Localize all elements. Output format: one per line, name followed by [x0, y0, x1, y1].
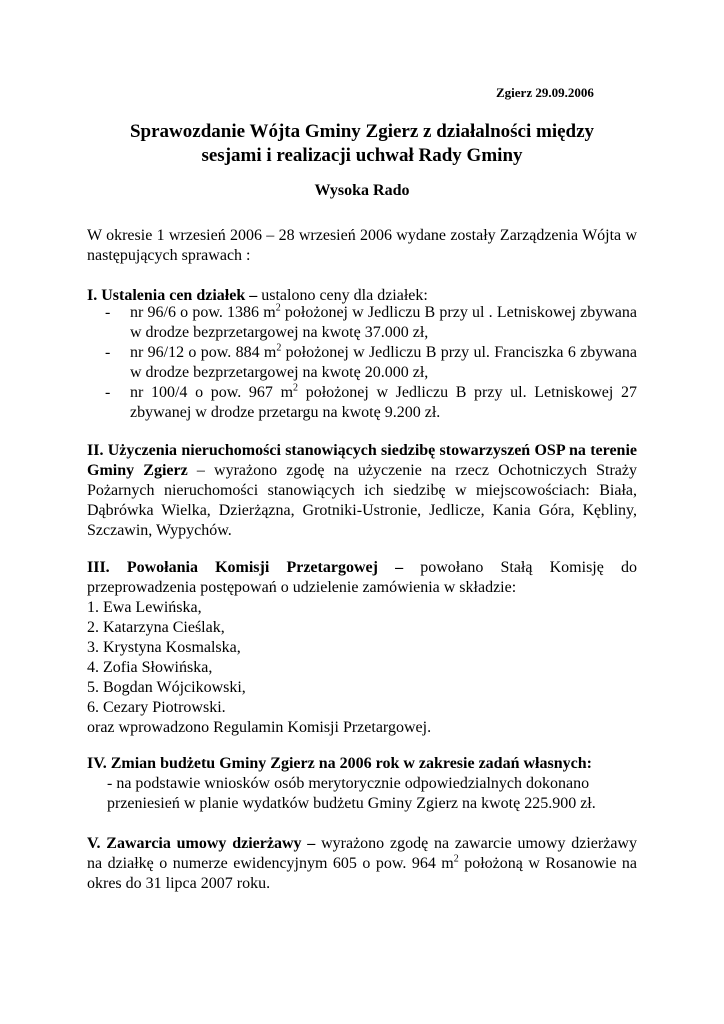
- list-item: 4. Zofia Słowińska,: [87, 659, 213, 676]
- title-line-2: sesjami i realizacji uchwał Rady Gminy: [201, 145, 523, 166]
- section-3-heading: III. Powołania Komisji Przetargowej –: [87, 559, 404, 576]
- section-3-text: powołano Stałą Komisję do przeprowadzenia postępowań o udzielenie zamówienia w składzie:: [87, 559, 637, 596]
- item-text: nr 96/12 o pow. 884 m: [130, 344, 277, 361]
- section-5-text-1: wyrażono zgodę na zawarcie umowy dzierżawy na działkę o numerze ewidencyjnym 605 o pow. 964 m: [87, 835, 637, 872]
- section-5-heading: V. Zawarcia umowy dzierżawy –: [87, 835, 316, 852]
- section-4-line-1: - na podstawie wniosków osób merytorycznie odpowiedzialnych dokonano: [107, 775, 590, 792]
- document-title: [0, 120, 724, 168]
- section-1-heading: I. Ustalenia cen działek –: [87, 287, 258, 304]
- list-item: [87, 343, 637, 383]
- salutation: Wysoka Rado: [314, 182, 410, 199]
- list-item: [87, 303, 637, 343]
- list-item: 5. Bogdan Wójcikowski,: [87, 679, 246, 696]
- list-dash: -: [105, 384, 111, 401]
- list-item: 6. Cezary Piotrowski.: [87, 699, 226, 716]
- item-text: położonej w Jedliczu B przy ul. Letniskowej 27 zbywanej w drodze przetargu na kwotę 9.200 zł.: [130, 384, 638, 421]
- section-4-line-2: przeniesień w planie wydatków budżetu Gminy Zgierz na kwotę 225.900 zł.: [107, 795, 596, 812]
- item-text: położonej w Jedliczu B przy ul . Letniskowej zbywana w drodze bezprzetargowej na kwotę 37.000 zł,: [130, 304, 638, 341]
- list-item: 1. Ewa Lewińska,: [87, 599, 202, 616]
- superscript: 2: [276, 342, 282, 354]
- list-dash: -: [105, 304, 111, 321]
- section-4-heading: IV. Zmian budżetu Gminy Zgierz na 2006 rok w zakresie zadań własnych:: [87, 755, 592, 772]
- intro-paragraph: W okresie 1 wrzesień 2006 – 28 wrzesień 2006 wydane zostały Zarządzenia Wójta w następujących sprawach :: [87, 227, 637, 264]
- section-5-paragraph: [87, 834, 637, 894]
- title-line-1: Sprawozdanie Wójta Gminy Zgierz z działalności między: [129, 121, 595, 142]
- section-3-closing: oraz wprowadzono Regulamin Komisji Przetargowej.: [87, 719, 432, 736]
- document-date: Zgierz 29.09.2006: [496, 85, 594, 100]
- superscript: 2: [275, 302, 281, 314]
- superscript: 2: [453, 853, 459, 865]
- superscript: 2: [293, 382, 299, 394]
- list-item: 2. Katarzyna Cieślak,: [87, 619, 225, 636]
- commission-members-list: [87, 598, 637, 738]
- section-2-heading: II. Użyczenia nieruchomości stanowiących siedzibę stowarzyszeń OSP na terenie Gminy Zgierz: [87, 442, 637, 479]
- list-item: 3. Krystyna Kosmalska,: [87, 639, 241, 656]
- section-2-paragraph: [87, 441, 637, 541]
- list-dash: -: [105, 344, 111, 361]
- item-text: nr 100/4 o pow. 967 m: [130, 384, 294, 401]
- item-text: nr 96/6 o pow. 1386 m: [130, 304, 276, 321]
- list-item: [87, 383, 637, 423]
- section-5-text-2: położoną w Rosanowie na okres do 31 lipca 2007 roku.: [87, 855, 638, 892]
- section-3-paragraph: [87, 558, 637, 598]
- section-2-text: – wyrażono zgodę na użyczenie na rzecz Ochotniczych Straży Pożarnych nieruchomości stanowiących ich siedzibę w miejscowościach: Biała, Dąbrówka Wielka, Dzierżązna, Grotniki-Ustronie, Jedlicze, Kania Góra, Kębliny, Szczawin, Wypychów.: [87, 462, 638, 539]
- section-1-text: ustalono ceny dla działek:: [257, 287, 428, 304]
- item-text: położonej w Jedliczu B przy ul. Franciszka 6 zbywana w drodze bezprzetargowej na kwotę 20.000 zł,: [130, 344, 638, 381]
